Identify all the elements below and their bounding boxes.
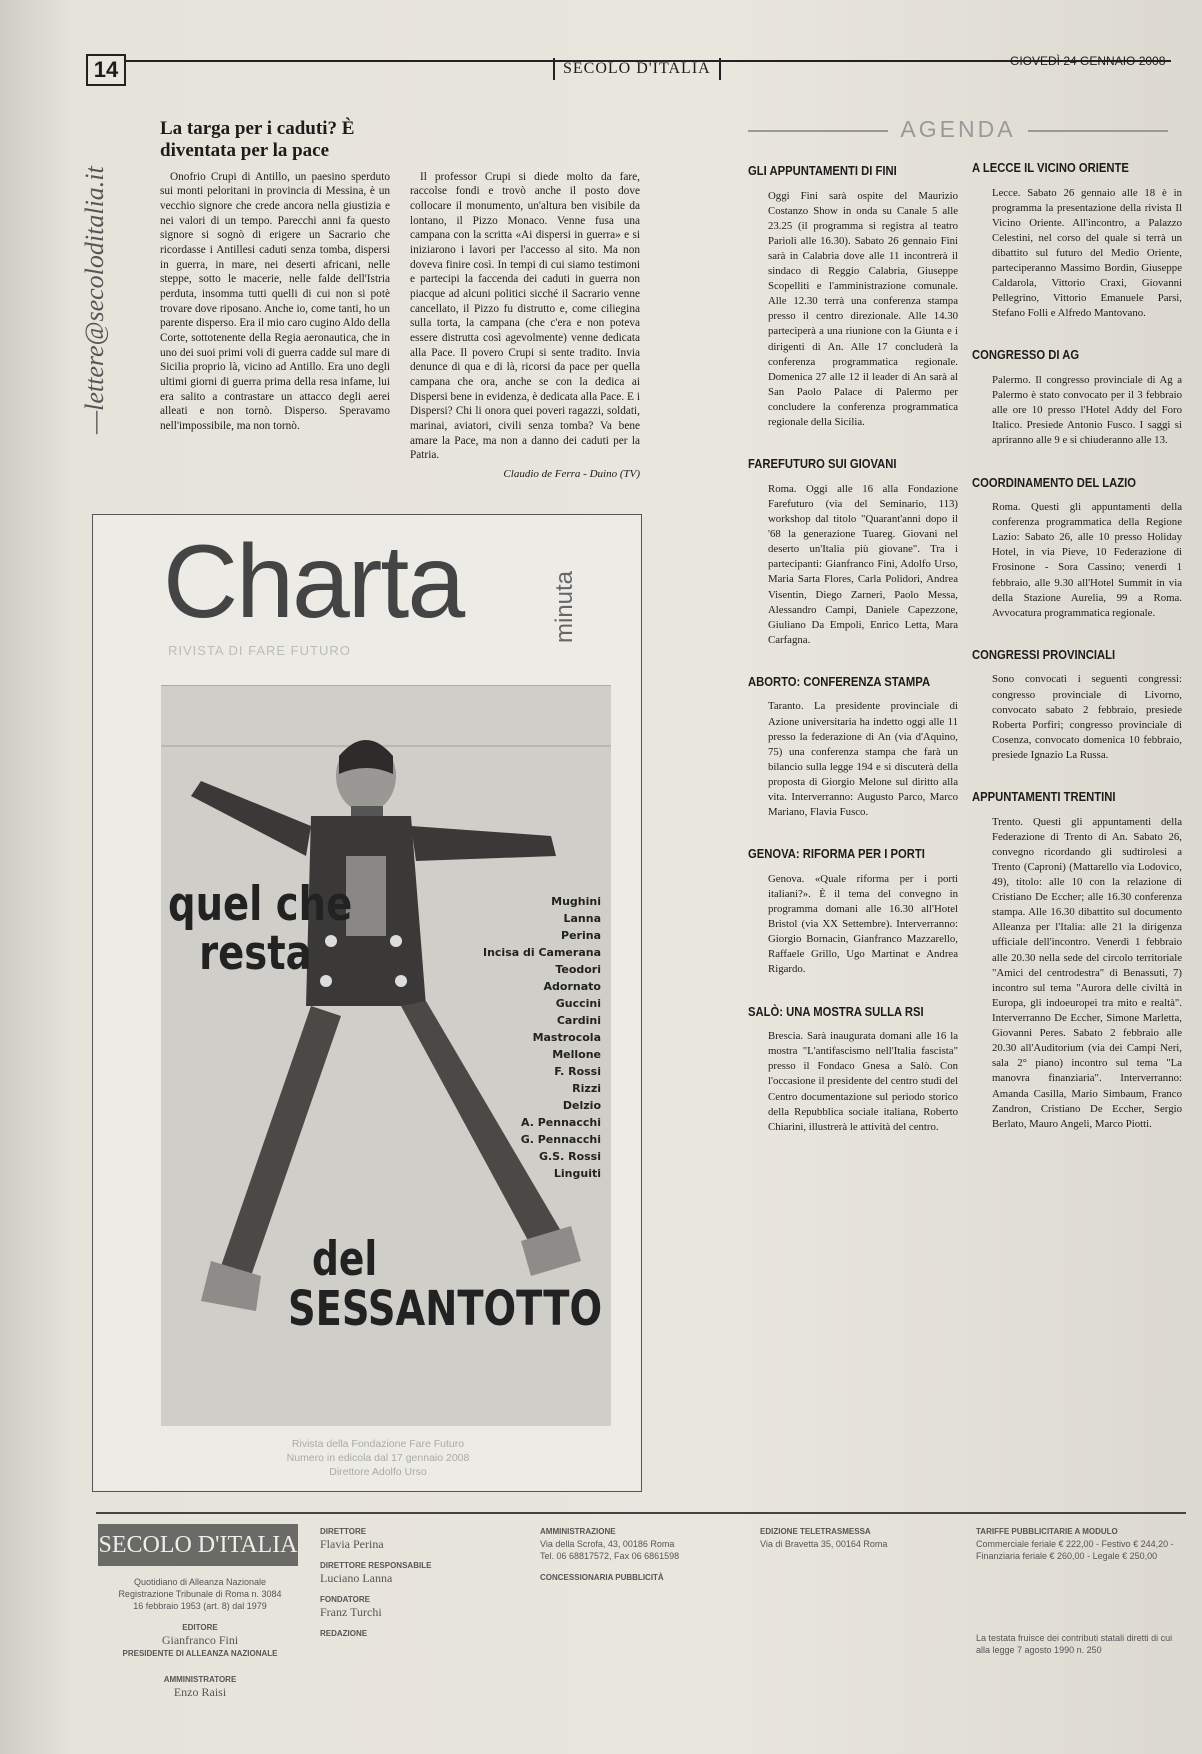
date-line: GIOVEDÌ 24 GENNAIO 2008 xyxy=(1010,54,1166,68)
agenda-item xyxy=(748,674,958,820)
agenda-text: Sono convocati i seguenti congressi: congresso provinciale di Livorno, convocato sabato 2 febbraio, presiede Roberta Porfiri; congresso provinciale di Cosenza, convocato domenica 10 febbraio, presiede Ignazio La Russa. xyxy=(992,673,1182,761)
reader-letter xyxy=(160,118,640,481)
agenda-text: Lecce. Sabato 26 gennaio alle 18 è in programma la presentazione della rivista Il Vicino Oriente. All'incontro, a Palazzo Celestini, nel corso del quale si terrà un dibattito sul futuro del Medio Oriente, parteciperanno Massimo Bordin, Giuseppe Caldarola, Vittorio Craxi, Giovanni Pellegrino, Vittorio Emanuele Parsi, Stefano Folli e Alfredo Mantovano. xyxy=(992,186,1182,320)
letters-email[interactable]: —lettere@secoloditalia.it xyxy=(80,166,109,434)
colophon-print xyxy=(760,1526,960,1550)
agenda-item xyxy=(972,647,1182,763)
agenda-column-right xyxy=(972,160,1182,1158)
ad-author-list xyxy=(483,893,601,1182)
ad-headline-bottom xyxy=(288,1232,603,1338)
director-name: Flavia Perina xyxy=(320,1537,384,1551)
president-label: PRESIDENTE DI ALLEANZA NAZIONALE xyxy=(122,1649,278,1658)
agenda-heading: COORDINAMENTO DEL LAZIO xyxy=(972,475,1136,490)
agenda-item xyxy=(748,1004,958,1135)
ad-logo-subtitle: minuta xyxy=(551,570,578,643)
author-name: G. Pennacchi xyxy=(520,1133,601,1146)
agenda-title: AGENDA xyxy=(748,116,1168,143)
agenda-item xyxy=(972,789,1182,1132)
agenda-heading: CONGRESSO DI AG xyxy=(972,348,1080,363)
agenda-text: Oggi Fini sarà ospite del Maurizio Costanzo Show in onda su Canale 5 alle 23.25 (il programma si registra al teatro Parioli alle 16.30). Sabato 26 gennaio Fini sarà in Calabria dove alle 11 incontrerà il sindaco di Reggio Calabria, Giuseppe Scopelliti e l'amministrazione comunale. Alle 12.30 terrà una conferenza stampa presso il centro direzionale. Alle 14.30 parteciperà a una riunione con la Giunta e i dirigenti di An. Alle 17 concluderà la conferenza programmatica regionale. Domenica 27 alle 12 il leader di An sarà al San Paolo Palace di Palermo per concludere la conferenza programmatica regionale della Sicilia. xyxy=(768,189,958,429)
author-name: Cardini xyxy=(556,1014,601,1027)
colophon-rates xyxy=(976,1526,1176,1656)
editor-label: EDITORE xyxy=(182,1623,218,1632)
tariffe-label: TARIFFE PUBBLICITARIE A MODULO xyxy=(976,1527,1118,1536)
copyright-note: La testata fruisce dei contributi statali diretti di cui alla legge 7 agosto 1990 n. 250 xyxy=(976,1633,1173,1655)
author-name: Perina xyxy=(561,929,601,942)
amministrazione-tel: Tel. 06 68817572, Fax 06 6861598 xyxy=(540,1551,680,1561)
tariffe-text: Commerciale feriale € 222,00 - Festivo € 244,20 - Finanziaria feriale € 260,00 - Legale € 250,00 xyxy=(976,1539,1174,1561)
agenda-heading: APPUNTAMENTI TRENTINI xyxy=(972,790,1116,805)
amministrazione-address: Via della Scrofa, 43, 00186 Roma xyxy=(540,1539,675,1549)
colophon-direction xyxy=(320,1526,510,1640)
agenda-item xyxy=(748,456,958,648)
agenda-column-left xyxy=(748,163,958,1161)
author-name: Mughini xyxy=(551,895,601,908)
publisher-note: Quotidiano di Alleanza Nazionale xyxy=(133,1577,267,1587)
ad-logo: Charta xyxy=(163,524,464,640)
colophon-admin xyxy=(540,1526,730,1584)
author-name: Incisa di Camerana xyxy=(482,946,601,959)
page-number: 14 xyxy=(86,54,126,86)
author-name: G.S. Rossi xyxy=(538,1150,601,1163)
publisher-note: 16 febbraio 1953 (art. 8) dal 1979 xyxy=(133,1601,267,1611)
agenda-heading: CONGRESSI PROVINCIALI xyxy=(972,647,1116,662)
founder-label: FONDATORE xyxy=(320,1595,370,1604)
agenda-text: Roma. Questi gli appuntamenti della conferenza programmatica della Regione Lazio: Sabato 26, alle 10 presso Holiday Hotel, in via Pieve, 10 Federazione di Frosinone - Sora Cassino; venerdì 1 febbraio, alle 9.30 all'Hotel Summit in via della Stazione Aurelia, 99 a Roma. Avvocatura programmatica regionale. xyxy=(992,501,1182,619)
footer-logo: SECOLO D'ITALIA xyxy=(98,1524,298,1566)
agenda-heading: FAREFUTURO SUI GIOVANI xyxy=(748,457,897,472)
author-name: Lanna xyxy=(563,912,601,925)
agenda-text: Palermo. Il congresso provinciale di Ag a Palermo è stato convocato per il 3 febbraio alle ore 10 presso l'Hotel Addy del Foro Italico. Presiede Antonio Fusco. I saggi si apriranno alle 9 e si chiuderanno alle 13. xyxy=(992,373,1182,447)
ad-headline-line: resta xyxy=(199,926,312,982)
ad-footnote xyxy=(213,1437,543,1479)
stampa-address: Via di Bravetta 35, 00164 Roma xyxy=(760,1539,888,1549)
agenda-item xyxy=(748,846,958,977)
ad-footnote-line: Direttore Adolfo Urso xyxy=(329,1466,427,1478)
ad-headline-line: SESSANTOTTO xyxy=(288,1281,603,1338)
stampa-label: EDIZIONE TELETRASMESSA xyxy=(760,1527,871,1536)
ad-footnote-line: Numero in edicola dal 17 gennaio 2008 xyxy=(286,1452,470,1464)
author-name: Mellone xyxy=(552,1048,601,1061)
letter-title: La targa per i caduti? È diventata per la pace xyxy=(160,118,355,161)
author-name: A. Pennacchi xyxy=(521,1116,601,1129)
author-name: Teodori xyxy=(555,963,601,976)
amministrazione-label: AMMINISTRAZIONE xyxy=(540,1527,616,1536)
author-name: F. Rossi xyxy=(554,1065,601,1078)
agenda-item xyxy=(748,163,958,430)
agenda-heading: ABORTO: CONFERENZA STAMPA xyxy=(748,674,931,689)
ad-footnote-line: Rivista della Fondazione Fare Futuro xyxy=(291,1438,465,1450)
agenda-text: Roma. Oggi alle 16 alla Fondazione Farefuturo (via del Seminario, 113) workshop dal titolo "Quarant'anni dopo il '68 la generazione Tuareg. Giovani nel deserto un'Italia più giovane". Tra i partecipanti: Gianfranco Fini, Adolfo Urso, Maria Sarta Flores, Carla Polidori, Andrea Visentin, Diego Zarneri, Paolo Messa, Alessandro Campi, Daniele Capezzone, Giuliano Da Empoli, Enrico Letta, Mara Carfagna. xyxy=(768,482,958,646)
agenda-text: Taranto. La presidente provinciale di Azione universitaria ha indetto oggi alle 11 presso la federazione di An (via d'Aquino, 75) una conferenza stampa che farà un bilancio sulla legge 194 e si discuterà della proposta di Giorgio Melone sul diritto alla vita. Interverranno: Augusto Parco, Marco Mariano, Flavia Fusco. xyxy=(768,700,958,819)
redazione-label: REDAZIONE xyxy=(320,1629,368,1638)
agenda-text: Brescia. Sarà inaugurata domani alle 16 la mostra "L'antifascismo nell'Italia fascista" presso il Fondaco Gnesa a Salò. Con l'occasione il presidente del centro studi del Centro documentazione sul periodo storico della Repubblica sociale italiana, Roberto Chiarini, illustrerà le attività del centro. xyxy=(768,1030,958,1133)
director-label: DIRETTORE xyxy=(320,1527,367,1536)
agenda-heading: GENOVA: RIFORMA PER I PORTI xyxy=(748,847,925,862)
pubblicita-label: CONCESSIONARIA PUBBLICITÀ xyxy=(540,1573,664,1582)
agenda-text: Genova. «Quale riforma per i porti italiani?». È il tema del convegno in programma domani alle 16.30 all'Hotel Bristol (via XX Settembre). Interverranno: Giorgio Bornacin, Gianfranco Mazzarello, Raffaele Grillo, Ugo Martinat e Andrea Rigardo. xyxy=(768,872,958,976)
letter-column-1 xyxy=(160,170,390,482)
colophon-publisher xyxy=(100,1576,300,1708)
ad-subtitle: RIVISTA DI FARE FUTURO xyxy=(168,643,351,658)
charta-minuta-advertisement[interactable] xyxy=(92,514,642,1492)
author-name: Mastrocola xyxy=(532,1031,601,1044)
agenda-text: Trento. Questi gli appuntamenti della Federazione di Trento di An. Sabato 26, convegno ricordando gli sudtirolesi a Trento (Caproni) (Mattarello via Lodovico, 49), titolo: alle 10 con la relazione di Cristiano De Eccher; alle 16.30 conferenza stampa. Alle 16.30 dibattito sul documento Alleanza per l'Italia: alle 21 la dirigenza ufficiale dell'incontro. Venerdì 1 febbraio alle 20.30 nella sede del circolo territoriale "Amici del centrodestra" di Benassuti, 7) incontro sul tema "Aurora delle civiltà in Europa, gli indoeuropei tra mito e realtà". Interverranno De Eccher, Simone Marletta, Giovanni Peres. Sabato 2 febbraio alle 20.30 all'Auditorium (via dei Campi Neri, sala 2° piano) incontro sul tema "La manovra finanziaria". Interverranno: Amanda Casilla, Mario Simbaum, Franco Zandron, Cristiano De Eccher, Sergio Berlato, Mauro Angeli, Marco Piotti. xyxy=(992,815,1182,1130)
ad-headline-top xyxy=(168,877,353,982)
founder-name: Franz Turchi xyxy=(320,1605,382,1619)
agenda-item xyxy=(972,160,1182,321)
admin-name: Enzo Raisi xyxy=(173,1685,227,1699)
editor-name: Gianfranco Fini xyxy=(161,1633,239,1647)
agenda-item xyxy=(972,475,1182,621)
agenda-heading: SALÒ: UNA MOSTRA SULLA RSI xyxy=(748,1004,924,1019)
letter-text-1: Onofrio Crupi di Antillo, un paesino sperduto sui monti peloritani in provincia di Messina, è un vecchio signore che crede ancora nella giustizia e nei valori di un tempo. Parecchi anni fa questo signore si sognò di erigere un Sacrario che ricordasse i Antillesi caduti senza tomba, dispersi in guerra, in mare, nei deserti africani, nelle steppe, sotto le macerie, nelle falde dell'Istria perduta, insomma tutti quelli di cui non si potè trovare dove riposano. Anche io, come tanti, ho un parente disperso. Era il mio caro cugino Aldo della Corte, sottotenente della Regia aeronautica, che in uno dei suoi primi voli di guerra cadde sul mare di Sicilia proprio là, vicino ad Antillo. Era uno degli ultimi giorni di guerra prima della resa infame, lui era salito a contrastare un attacco degli aerei alleati e non tornò. Disperso. Speravamo nell'impossibile, ma non tornò. xyxy=(160,170,390,433)
masthead-name: SECOLO D'ITALIA xyxy=(553,58,721,80)
agenda-heading: A LECCE IL VICINO ORIENTE xyxy=(972,161,1129,175)
ad-headline-line: quel che xyxy=(168,877,353,932)
letter-signature: Claudio de Ferra - Duino (TV) xyxy=(503,468,640,481)
colophon xyxy=(96,1512,1186,1714)
resp-name: Luciano Lanna xyxy=(320,1571,393,1585)
author-name: Guccini xyxy=(555,997,601,1010)
author-name: Delzio xyxy=(562,1099,601,1112)
admin-label: AMMINISTRATORE xyxy=(163,1675,237,1684)
author-name: Adornato xyxy=(543,980,601,993)
author-name: Linguiti xyxy=(553,1167,601,1180)
agenda-item xyxy=(972,347,1182,448)
author-name: Rizzi xyxy=(572,1082,601,1095)
agenda-heading: GLI APPUNTAMENTI DI FINI xyxy=(748,164,897,178)
letter-text-2: Il professor Crupi si diede molto da fare, raccolse fondi e trovò anche il posto dove collocare il monumento, un'altura ben visibile da lontano, il Pizzo Monaco. Venne fusa una campana con la scritta «Ai dispersi in guerra» e si iniziarono i lavori per l'accesso al sito. Ma non doveva finire così. In tempi di cui siamo testimoni e partecipi la faccenda dei caduti in guerra non piacque ad alcuni politici sicché il Sacrario venne cancellato, il Pizzo fu distrutto e, come ciliegina sulla torta, la campana (che c'era e non poteva essere distrutta così agevolmente) venne dedicata alla Pace. Il povero Crupi si sente tradito. Invia denunce di qua e di là, ricorsi da pace per quella campana che ora, anche se con la dedica ai Dispersi bene in evidenza, è dedicata alla Pace. E i Dispersi? Chi li onora quei poveri ragazzi, soldati, marinai, aviatori, civili senza tomba? Va bene amare la Pace, ma non a danno dei caduti per la Patria. xyxy=(410,170,640,462)
resp-label: DIRETTORE RESPONSABILE xyxy=(320,1561,432,1570)
ad-headline-line: del xyxy=(312,1232,378,1287)
publisher-note: Registrazione Tribunale di Roma n. 3084 xyxy=(118,1589,282,1599)
letter-column-2 xyxy=(410,170,640,482)
